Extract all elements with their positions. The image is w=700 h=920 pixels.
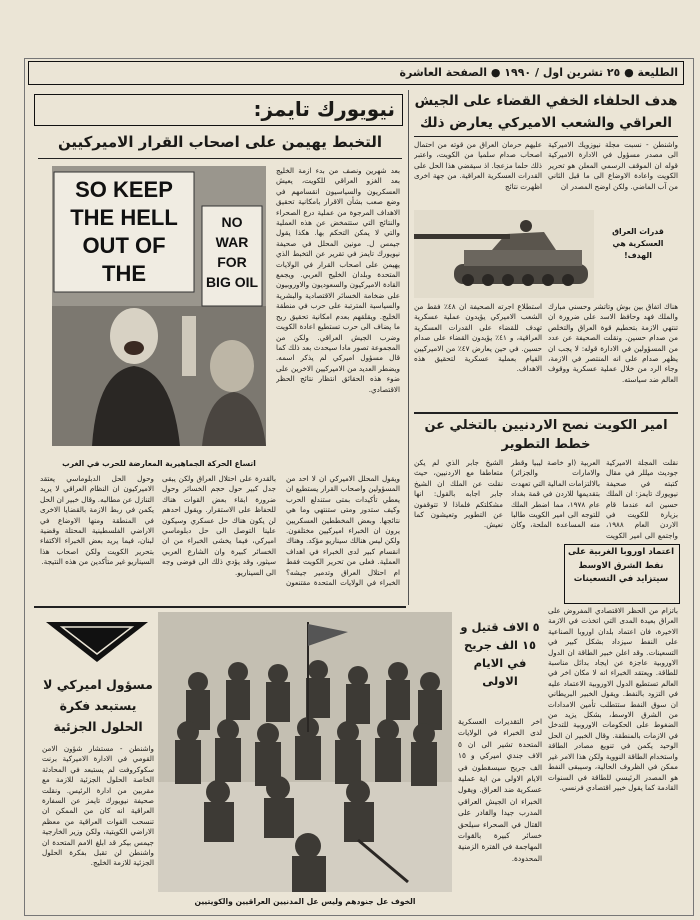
section-rule-mid bbox=[34, 606, 406, 608]
official-body: واشنطن - مستشار شؤون الامن القومي في الادارة الاميركية برنت سكوكروفت لم يستبعد في المحادثة الخاصة الحلول الجزئية للازمة مع مقربين من ادارة الرئيس. ونقلت صحيفة نيويورك تايمز عن السفارة العراقية انه كان من الممكن ان تنسحب القوات العراقية من معظم الاراضي الكويتية، ولكن وزير الخارجية جيمس بيكر قد ابلغ الامم المتحدة ان واشنطن لن تقبل بفكرة الحلول الجزئية للازمة الخليج. bbox=[42, 744, 154, 868]
triangle-ornament bbox=[44, 620, 150, 664]
jordan-body-right: نقلت المجلة الاميركية جوديث ميللر في مقال كتبته في صحيفة نيويورك تايمز: ان الملك حسين انه عندما قام بزيارة للكويت في الاردن العام ١٩٨٨، واجتمع الى امير الكويت bbox=[606, 458, 678, 540]
official-headline: مسؤول اميركي لا يستبعد فكرة الحلول الجزئية bbox=[43, 677, 153, 734]
allies-body-left: عليهم حرمان العراق من قوته من احتمال اصحاب صدام سلميا من الكويت، واعتبر ذلك حلما مزعجا. اذ سيقضي هذا الحل على القدرات العسكرية العراقية. من جهة اخرى اظهرت نتائج bbox=[414, 140, 542, 191]
europe-headline: اعتماد اوروبا الغربية على نفط الشرق الاوسط سيتزايد في التسعينات bbox=[567, 547, 675, 584]
nyt-headline: التخبط يهيمن على اصحاب القرار الاميركيين bbox=[57, 133, 383, 151]
tank-photo bbox=[414, 210, 594, 298]
nyt-body-top: بعد شهرين ونصف من بدء ازمة الخليج بعد الغزو العراقي للكويت، يعيش العسكريون والسياسيون انقسامهم في وضع صعب بشأن الاقرار بامكانية تحقيق الاهداف المرجوة من عملية درع الصحراء والنتائج التي ستتمخض عن هذه العملية والتي لا يمكن التحكم بها. هكذا يقول جيمس ل. مونين المحلل في صحيفة نيويورك تايمز في تقرير عن التخبط الذي يهيمن على اصحاب القرار في الولايات المتحدة وبلدان الخليج العربي. ويجمع القادة الاميركيون والسعوديون والاوروبيون على ضخامة الخسائر الاقتصادية والبشرية والسياسية المترتبة على حرب في منطقة الخليج. ويقلقهم بعدم امكانية تحقيق ربح ما يضاف الى حرب تستطيع اعادة الكويت وضرب الجيش العراقي. ولكن من المجموعة تصور مادا سيحدث بعد ذلك كما قال مسؤول اميركي لم يذكر اسمه. ويضطر العديد من الاميركيين الاخرين على ضوء هذه الحقائق انتظار نتائج الحظر الاقتصادي. bbox=[276, 166, 400, 394]
nyt-kicker: نيويورك تايمز: bbox=[253, 97, 395, 121]
jordan-body-left: العربية (او خاصة ليبيا وقطر والامارات والجزائر) بالالتزامات المالية التي تعهدت بتقديمها للاردن في قمة بغداد عام ١٩٧٨، مما اضطر الملك للتوجه الى امير الكويت طالبا منه المساعدة الملحة، وكان الشيخ جابر الذي لم يكن متعاطفا مع الاردنيين، حيث نقلت عن الملك ان الشيخ جابر اجابه بالقول: انها مشكلتكم فلماذا لا تتوقفون عن التطوير وتعيشون كما نعيش. bbox=[414, 458, 600, 530]
soldiers-illustration bbox=[158, 612, 452, 892]
allies-body-right: واشنطن - نسبت مجلة نيوزويك الاميركية الى مصدر مسؤول في الادارة الاميركية قوله ان الموقف الرسمي المعلن هو تحرير الكويت واعادة الاوضاع الى ما قبل الثاني من آب الماضي. ولكن اوضح المصدر ان bbox=[548, 140, 678, 191]
protest-sign-2: NO WAR FOR BIG OIL bbox=[205, 214, 259, 290]
allies-rule bbox=[414, 136, 678, 137]
nyt-rule bbox=[38, 158, 402, 159]
casualties-body: اخر التقديرات العسكرية لدى الخبراء في الولايات المتحدة تشير الى ان ٥ الاف جندي اميركي و ١٥ الف جريح سيسقطون في الايام الاولى من اية عملية عسكرية ضد العراق. ويقول الخبراء ان الجيش العراقي المدرب جيدا والقادر على القتال في الصحراء سيلحق خسائر كبيرة بالقوات المهاجمة في الفترة الزمنية المحدودة. bbox=[458, 717, 542, 863]
protest-sign: SO KEEP THE HELL OUT OF THE bbox=[70, 177, 178, 286]
soldiers-photo-caption: الخوف عل جنودهم وليس عل المدنيين العراقيين والكويتيين bbox=[194, 897, 416, 906]
nyt-body-bot: وحول الحل الدبلوماسي يعتقد الاميركيون ان النظام العراقي لا يريد التنازل عن مطالبه. وقال خبير ان الحل يكمن في ربط الازمة بالقضايا الاخرى في المنطقة ومنها الاوضاع في الاراضي الفلسطينية المحتلة وقضية لبنان، فيما يريد بعض الخبراء الاكتفاء بتحرير الكويت ولكن اصحاب هذا السيناريو غير متأكدين من هذه النتيجة. bbox=[40, 474, 154, 567]
allies-body-poll: استطلاع اجرته الصحيفة ان ٤٨٪ فقط من الشعب الاميركي يؤيدون عملية عسكرية تهدف للقضاء على القدرات العسكرية العراقية، و ٤١٪ يؤيدون القضاء على صدام حسين. في حين يعارض ٤٧٪ من الاميركيين القيام بعملية عسكرية لتحقيق هذه الاهداف. bbox=[414, 302, 542, 374]
column-divider bbox=[408, 90, 409, 605]
europe-body: باتزام من الحظر الاقتصادي المفروض على العراق بعيدة المدى التي اتخذت في الازمة الاخيرة، فان اعتماد بلدان اوروبا الصناعية على النفط سيزداد بشكل كبير في التسعينات. وقد اعلن خبير الطاقة ان الدول الاوروبية عاجزة عن ايجاد بدائل مناسبة للطاقة. ويعتقد الخبراء انه لا مكان اخر في العالم تستطيع الدول الاوروبية الاعتماد عليه في التزود بالنفط. ويقول الخبير البريطاني ان سوق النفط ستتطلب تأمين الامدادات من الشرق الاوسط، بشكل يزيد من الضغوط على الحكومات الاوروبية للتدخل في الازمات بالمنطقة. وقال الخبير ان الحل الوحيد يكمن في تنويع مصادر الطاقة واستخدام الطاقة النووية ولكن هذا الامر غير ممكن في الظروف الحالية، وسيبقى النفط هو المصدر الرئيسي للطاقة في السنوات القادمة كما يقول خبير اقتصادي فرنسي. bbox=[548, 606, 678, 792]
allies-headline: هدف الحلفاء الخفي القضاء على الجيش العراقي والشعب الاميركي يعارض ذلك bbox=[414, 93, 678, 131]
jordan-headline: امير الكويت نصح الاردنيين بالتخلي عن خطط التطوير bbox=[424, 418, 668, 452]
casualties-headline: ٥ الاف قتيل و ١٥ الف جريح في الايام الاولى bbox=[460, 620, 540, 688]
allies-body-mubarak: هناك اتفاق بين بوش وتاتشر وحسني مبارك والملك فهد وحافظ الاسد على ضرورة ان تنتهي الازمة بتحطيم قوة العراق والتخلص من صدام حسين. ونقلت الصحيفة عن عدد من المسؤولين في الادارة قوله: لا يجب ان يظهر صدام على انه المنتصر في الازمة، وجاء الرد من خلال عملية عسكرية ووقوف العالم ضد سياسته. bbox=[548, 302, 678, 384]
header-dateline: الطليعة ● ٢٥ تشرين اول / ١٩٩٠ ● الصفحة العاشرة bbox=[399, 66, 678, 79]
jordan-rule-top bbox=[414, 412, 678, 414]
protest-photo-caption: اتساع الحركة الجماهيرية المعارضة للحرب في الغرب bbox=[62, 459, 256, 468]
soldiers-photo bbox=[158, 612, 452, 892]
protest-photo bbox=[52, 166, 266, 446]
tank-illustration bbox=[414, 210, 594, 298]
tank-photo-caption: قدرات العراق العسكرية هي الهدف! bbox=[612, 227, 664, 260]
nyt-body-mid: ويقول المحلل الاميركي ان لا احد من المسؤولين واصحاب القرار يستطيع ان يعطي تأكيدات بمتى ستندلع الحرب وكيف ستدور ومتى ستنتهي وما هي نتائجها. وبعض المخططين العسكريين يرون ان الخبراء اميركيين مختلفون. ولكن ليس هنالك سيناريو مؤكد. وهناك انقسام كبير لدى الخبراء في اهداف العملية. فعلى من تحرير الكويت فقط ام احتلال العراق وتدمير جيشه؟ الخبراء في الولايات المتحدة مقتنعون بالقدرة على احتلال العراق ولكن يبقى جدل كبير حول حجم الخسائر وحول ضرورة ابقاء بعض القوات هناك للحفاظ على الاستقرار. ويقول احدهم لن يكون هناك حل عسكري وسيكون علينا التوصل الى حل دبلوماسي اميركي، فيما يخشى الخبراء من ان الخسائر كبيرة وان الشارع العربي سيثور، وقد يؤدي ذلك الى فوضى وجه الى السيناريو. bbox=[162, 474, 400, 588]
